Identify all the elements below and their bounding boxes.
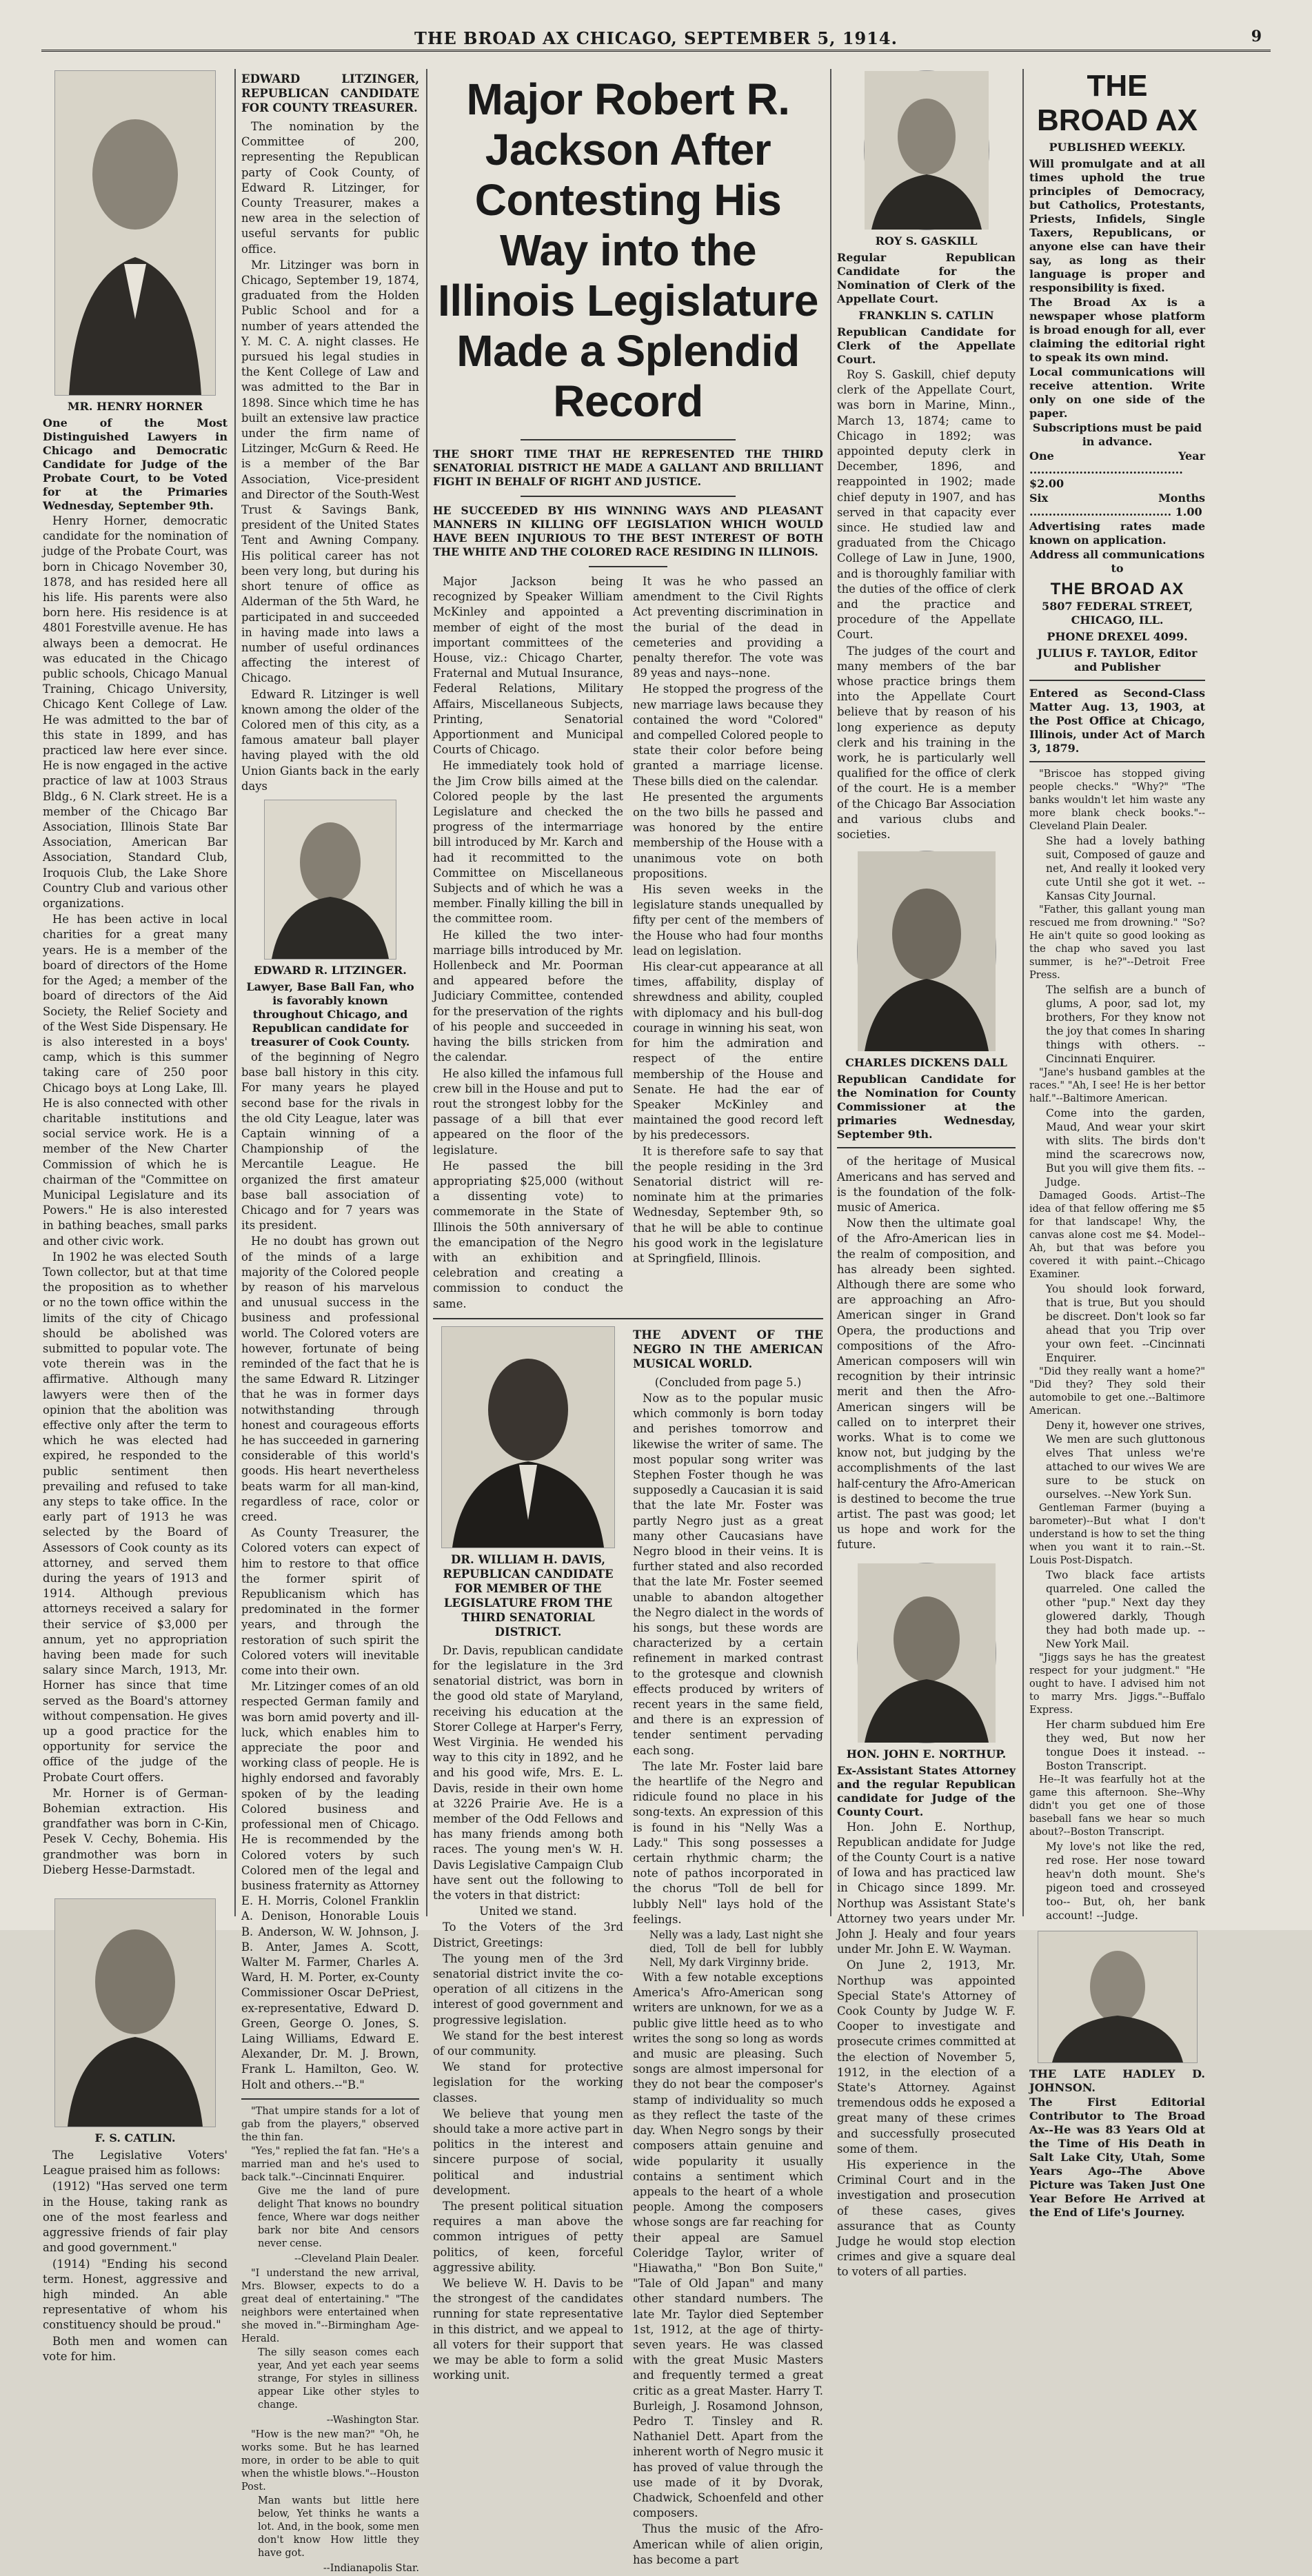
masthead-title: THE BROAD AX CHICAGO, SEPTEMBER 5, 1914. [414,28,898,48]
article-paragraph: of the heritage of Musical Americans and has served and is the foundation of the folk-music of America. [837,1155,1016,1214]
divider [589,566,667,567]
caption-catlin: F. S. CATLIN. [94,2131,176,2145]
article-paragraph: As County Treasurer, the Colored voters can expect of him to restore to that office the former spirit of Republicanism which has predominated in the former years, and through the restoration of such spirit the Colored voters will inevitable come into their own. [241,1526,419,1678]
local-notice: Local communications will receive attention. Write only on one side of the paper. [1029,365,1205,420]
article-paragraph: He presented the arguments on the two bills he passed and was honored by the entire membership of the House with a unanimous vote on both propositions. [633,790,823,880]
joke: "I understand the new arrival, Mrs. Blowser, expects to do a great deal of entertaining." "The neighbors were entertained when she moved in."--Birmingham Age-Herald. [241,2267,419,2344]
jackson-body [433,574,823,1312]
joke-attribution: --Indianapolis Star. [323,2563,419,2575]
article-paragraph: It is therefore safe to say that the people residing in the 3rd Senatorial district will re-nominate him at the primaries Wednesday, September 9th, so that he will be able to continue his good work in the legislature at Springfield, Illinois. [633,1144,823,1265]
article-paragraph: The Legislative Voters' League praised him as follows: [43,2149,228,2178]
advent-article [633,1325,823,2568]
rate-six-months: Six Months ..................................... 1.00 [1029,491,1205,518]
column-litzinger [241,69,419,2575]
joke: Damaged Goods. Artist--The idea of that fellow offering me $5 for that landscape! Why, the canvas alone cost me $4. Model--Ah, but that was before you covered it with paint.--Chicago Examiner. [1029,1190,1205,1280]
mission-statement: Will promulgate and at all times uphold the true principles of Democracy, but Catholics, Protestants, Priests, Infidels, Single Taxers, Republicans, or anyone else can have their say, as long as their language is proper and responsibility is fixed. [1029,157,1205,294]
divider [521,439,735,440]
headline-litzinger: EDWARD LITZINGER, REPUBLICAN CANDIDATE FOR COUNTY TREASURER. [241,72,419,114]
jackson-right [633,574,823,1312]
caption-davis: DR. WILLIAM H. DAVIS, REPUBLICAN CANDIDATE FOR MEMBER OF THE LEGISLATURE FROM THE THIRD SENATORIAL DISTRICT. [443,1552,614,1639]
column-rule [426,69,427,1916]
caption-sub-litzinger: Lawyer, Base Ball Fan, who is favorably known throughout Chicago, and Republican candidate for treasurer of Cook County. [246,980,414,1048]
article-paragraph: His seven weeks in the legislature stands unequalled by fifty per cent of the members of the House who had four months lead on legislation. [633,883,823,957]
joke-verse: The selfish are a bunch of glums, A poor, sad lot, my brothers, For they know not the joy that comes In sharing things with others. --Cincinnati Enquirer. [1046,984,1205,1065]
joke: "Briscoe has stopped giving people checks." "Why?" "The banks wouldn't let him waste any more blank check books."--Cleveland Plain Dealer. [1029,769,1205,832]
article-paragraph: We stand for protective legislation for the working classes. [433,2060,623,2105]
article-paragraph: (1912) "Has served one term in the House, taking rank as one of the most fearless and aggressive friends of fair play and good government." [43,2180,228,2255]
joke-attribution: --Cleveland Plain Dealer. [294,2253,419,2264]
divider [1029,680,1205,681]
caption-sub-catlin: Republican Candidate for Clerk of the Appellate Court. [837,325,1016,366]
joke: "Jane's husband gambles at the races." "Ah, I see! He is her bettor half."--Baltimore American. [1029,1067,1205,1104]
joke-attribution: --Washington Star. [326,2414,419,2426]
article-paragraph: His clear-cut appearance at all times, affability, display of shrewdness and ability, coupled with diplomacy and his bull-dog courage in winning his seat, won for him the admiration and respect of the entire membership of the House and Senate. He had the ear of Speaker McKinley and maintained the good record left by his predecessors. [633,960,823,1142]
caption-sub-dall: Republican Candidate for the Nomination for County Commissioner at the primaries Wednesday, September 9th. [837,1073,1016,1142]
masthead [41,26,1271,52]
joke-verse: Deny it, however one strives, We men are such gluttonous elves That unless we're attached to our wives We are sure to be stuck on ourselves. --New York Sun. [1046,1419,1205,1501]
column-broad-ax [1029,69,1205,2219]
joke-verse: The silly season comes each year, And yet each year seems strange, For styles in silliness appear Like other styles to change. [258,2346,419,2411]
joke: He--It was fearfully hot at the game this afternoon. She--Why didn't you get one of those baseball fans we hear so much about?--Boston Transcript. [1029,1774,1205,1838]
column-gaskill [837,69,1016,2279]
article-paragraph: We stand for the best interest of our community. [433,2029,623,2058]
paper-title-2: THE BROAD AX [1050,580,1184,598]
caption-johnson: THE LATE HADLEY D. JOHNSON. [1029,2067,1205,2094]
joke-verse: Man wants but little here below, Yet thinks he wants a lot. And, in the book, some men don't know How little they have got. [258,2495,419,2559]
subheadline-1: THE SHORT TIME THAT HE REPRESENTED THE THIRD SENATORIAL DISTRICT HE MADE A GALLANT AND BRILLIANT FIGHT IN BEHALF OF RIGHT AND JUSTICE. [433,447,823,488]
column-rule [234,69,236,1916]
divider [241,2098,419,2100]
article-paragraph: Roy S. Gaskill, chief deputy clerk of the Appellate Court, was born in Marine, Minn., March 13, 1874; came to Chicago in 1892; was appointed deputy clerk in December, 1896, and reappointed in 1902; made chief deputy in 1907, and has served in that capacity ever since. He studied law and graduated from the Chicago College of Law in June, 1900, and is thoroughly familiar with the duties of the office of clerk and the practice and procedure of the Appellate Court. [837,368,1016,642]
portrait-photo-catlin [54,1898,216,2127]
portrait-photo-gaskill [864,70,989,230]
main-headline: Major Robert R. Jackson After Contesting His Way into the Illinois Legislature Made a Splendid Record [438,74,818,426]
article-paragraph: He has been active in local charities for a great many years. He is a member of the board of directors of the Home for the Aged; a member of the board of directors of the Aid Society, the Relief Society and of the West Side Dispensary. He is also interested in a boys' camp, which is this summer taking care of 250 poor Chicago boys at Long Lake, Ill. He is also connected with other charitable institutions and social service work. He is a member of the New Charter Commission of which he is chairman of the "Committee on Municipal Legislature and its Powers." He is also interested in bathing beaches, small parks and other civic work. [43,913,228,1248]
article-paragraph: In 1902 he was elected South Town collector, but at that time the proposition as to whether or no the town office within the limits of the city of Chicago should be abolished was submitted to popular vote. The vote therein was in the affirmative. Although many lawyers were then of the opinion that the abolition was effective only after the term to which he was elected had expired, he responded to the public sentiment then prevailing and refused to take any steps to take office. In the early part of 1913 he was selected by the Board of Assessors of Cook county as its attorney, and served them during the years of 1913 and 1914. Although previous attorneys received a salary for their service of $3,000 per annum, yet no appropriation having been made for such salary since March, 1913, Mr. Horner has since that time served as the Board's attorney without compensation. He gives up a good practice for the opportunity for service the office of the judge of the Probate Court offers. [43,1250,228,1784]
caption-gaskill: ROY S. GASKILL [875,234,978,247]
jackson-left [433,574,623,1312]
caption-horner: MR. HENRY HORNER [67,400,203,413]
article-paragraph: He passed the bill appropriating $25,000 (without a dissenting vote) to commemorate in the State of Illinois the 50th anniversary of the emancipation of the Negro with an exhibition and celebration and creating a commission to conduct the same. [433,1159,623,1310]
divider [433,1318,823,1319]
caption-sub-horner: One of the Most Distinguished Lawyers in Chicago and Democratic Candidate for Judge of the Probate Court, to be Voted for at the Primaries Wednesday, September 9th. [43,416,228,512]
column-rule [1022,69,1024,1916]
caption-litzinger: EDWARD R. LITZINGER. [254,963,407,977]
paper-editor: JULIUS F. TAYLOR, Editor and Publisher [1037,647,1198,673]
caption-sub-gaskill: Regular Republican Candidate for the Nomination of Clerk of the Appellate Court. [837,251,1016,305]
subscriptions-notice: Subscriptions must be paid in advance. [1032,421,1202,448]
divider [837,1147,1016,1148]
article-paragraph: Both men and women can vote for him. [43,2334,228,2363]
platform-statement: The Broad Ax is a newspaper whose platform is broad enough for all, ever claiming the editorial right to speak its own mind. [1029,296,1205,364]
joke: "Yes," replied the fat fan. "He's a married man and he's used to back talk."--Cincinnati Enquirer. [241,2145,419,2183]
joke-verse: Come into the garden, Maud, And wear your skirt with slits. The birds don't mind the scarecrows now, But you will give them fits. --Judge. [1046,1107,1205,1188]
joke: "How is the new man?" "Oh, he works some. But he has learned more, in order to be able to quit when the whistle blows."--Houston Post. [241,2429,419,2493]
mail-entry-notice: Entered as Second-Class Matter Aug. 13, 1903, at the Post Office at Chicago, Illinois, under Act of March 3, 1879. [1029,687,1205,755]
joke-verse: Her charm subdued him Ere they wed, But now her tongue Does it instead. --Boston Transcript. [1046,1718,1205,1772]
rate-one-year: One Year ........................................ $2.00 [1029,449,1205,490]
article-paragraph: Mr. Horner is of German-Bohemian extraction. His grandfather was born in C-Kin, Pesek V. Cechy, Bohemia. His grandmother was born in Dieberg Hesse-Darmstadt. [43,1786,228,1876]
davis-article [433,1325,623,2568]
portrait-photo-dall [857,851,996,1052]
article-paragraph: (1914) "Ending his second term. Honest, aggressive and high minded. An able representative of whom his constituency should be proud." [43,2257,228,2332]
joke: "Did they really want a home?" "Did they? They sold their automobile to get one.--Baltimore American. [1029,1366,1205,1417]
article-paragraph: The young men of the 3rd senatorial district invite the co-operation of all citizens in the interest of good government and progressive legislation. [433,1951,623,2027]
portrait-photo-horner [54,70,216,396]
article-paragraph: Thus the music of the Afro-American while of alien origin, has become a part [633,2522,823,2566]
caption-catlin-franklin: FRANKLIN S. CATLIN [858,309,994,322]
joke-verse: Two black face artists quarreled. One called the other "pup." Next day they glowered darkly, Though they had both made up. --New York Mail. [1046,1569,1205,1650]
lower-section [433,1325,823,2568]
article-paragraph: His experience in the Criminal Court and in the investigation and prosecution of these cases, gives assurance that as County Judge he would stop election crimes and give a square deal to voters of all parties. [837,2158,1016,2279]
divider [1029,761,1205,762]
joke-verse: My love's not like the red, red rose. Her nose toward heav'n doth mount. She's pigeon toed and crosseyed too-- But, oh, her bank account! --Judge. [1046,1840,1205,1922]
page-number: 9 [1251,28,1262,45]
article-paragraph: Hon. John E. Northup, Republican andidate for Judge of the County Court is a native of Iowa and has practiced law in Chicago since 1899. Mr. Northup was Assistant State's Attorney two years under Mr. John J. Healy and four years under Mr. John E. W. Wayman. [837,1820,1016,1956]
article-paragraph: He killed the two inter-marriage bills introduced by Mr. Hollenbeck and Mr. Poorman and appeared before the Judiciary Committee, contended for the preservation of the rights of his people and succeeded in having the bills stricken from the calendar. [433,928,623,1064]
paper-phone: PHONE DREXEL 4099. [1047,630,1188,643]
caption-northup: HON. JOHN E. NORTHUP. [846,1747,1007,1761]
column-jackson [433,69,823,2566]
article-paragraph: The nomination by the Committee of 200, representing the Republican party of Cook County, of Edward R. Litzinger, for County Treasurer, makes a new area in the selection of useful servants for public office. [241,120,419,256]
joke-verse: She had a lovely bathing suit, Composed of gauze and net, And really it looked very cute Until she got it wet. --Kansas City Journal. [1046,835,1205,902]
article-paragraph: Dr. Davis, republican candidate for the legislature in the 3rd senatorial district, was born in the good old state of Maryland, receiving his education at the Storer College at Harper's Ferry, West Virginia. He wended his way to this city in 1892, and he and his good wife, Mrs. E. L. Davis, reside in their own home at 3226 Prairie Ave. He is a member of the Odd Fellows and has many friends among both races. The young men's W. H. Davis Legislative Campaign Club have sent out the following to the voters in that district: [433,1643,623,1902]
article-paragraph: United we stand. [479,1905,577,1918]
continued-note: (Concluded from page 5.) [654,1375,802,1389]
paper-address: 5807 FEDERAL STREET, CHICAGO, ILL. [1041,600,1193,627]
article-paragraph: Now then the ultimate goal of the Afro-American lies in the realm of composition, and has already been sighted. Although there are some who are approaching an Afro-American singer in Grand Opera, the productions and compositions of the Afro-American composers will win recognition by their intrinsic merit and then the Afro-American singers will be called on to interpret their works. What is to come we know not, but judging by the accomplishments of the last half-century the Afro-American is destined to become the true artist. The past was good; let us hope and work for the future. [837,1217,1016,1552]
joke-verse: You should look forward, that is true, But you should be discreet. Don't look so far ahead that you Trip over your own feet. --Cincinnati Enquirer. [1046,1283,1205,1364]
portrait-photo-davis [441,1326,615,1548]
joke: Gentleman Farmer (buying a barometer)--But what I don't understand is how to set the thing when you want it to rain.--St. Louis Post-Dispatch. [1029,1503,1205,1566]
article-paragraph: The present political situation requires a man above the common intrigues of petty politics, of keen, forceful aggressive ability. [433,2200,623,2274]
article-paragraph: He also killed the infamous full crew bill in the House and put to rout the strongest lobby for the passage of a bill that ever appeared on the floor of the legislature. [433,1066,623,1157]
portrait-photo-litzinger [264,800,396,960]
article-paragraph: Henry Horner, democratic candidate for the nomination of judge of the Probate Court, was born in Chicago November 30, 1878, and has resided here all his life. His parents were also born here. His residence is at 4801 Forestville avenue. He has always been a democrat. He was educated in the Chicago public schools, Chicago Manual Training, Chicago University, Chicago Kent College of Law. He was admitted to the bar of this state in 1899, and has practiced law here ever since. He is now engaged in the active practice of law at 1003 Straus Bldg., 6 N. Clark street. He is a member of the Chicago Bar Association, Illinois State Bar Association, American Bar Association, Standard Club, Iroquois Club, the Lake Shore Country Club and various other organizations. [43,514,228,911]
song-verse: Nelly was a lady, Last night she died, Toll de bell for lubbly Nell, My dark Virginny bride. [649,1929,823,1969]
article-paragraph: We believe W. H. Davis to be the strongest of the candidates running for state representative in this district, and we appeal to all voters for their support that we may be able to form a solid working unit. [433,2277,623,2382]
article-paragraph: of the beginning of Negro base ball history in this city. For many years he played second base for the rivals in the old City League, later was Captain winning of a Championship of the Mercantile League. He organized the first amateur base ball association of Chicago and for 7 years was its president. [241,1050,419,1233]
article-paragraph: The judges of the court and many members of the bar whose practice brings them into the Appellate Court believe that by reason of his long experience as deputy clerk and his training in the work, he is particularly well qualified for the office of clerk of the court. He is a member of the Chicago Bar Association and various clubs and societies. [837,644,1016,842]
caption-sub-johnson: The First Editorial Contributor to The Broad Ax--He was 83 Years Old at the Time of His Death in Salt Lake City, Utah, Some Years Ago--The Above Picture was Taken Just One Year Before He Arrived at the End of Life's Journey. [1029,2096,1205,2219]
joke: "Jiggs says he has the greatest respect for your judgment." "He ought to have. I advised him not to marry Mrs. Jiggs."--Buffalo Express. [1029,1652,1205,1716]
article-paragraph: Edward R. Litzinger is well known among the older of the Colored men of this city, as a famous amateur ball player having played with the old Union Giants back in the early days [241,687,419,793]
headline-advent: THE ADVENT OF THE NEGRO IN THE AMERICAN MUSICAL WORLD. [633,1328,823,1370]
article-paragraph: Mr. Litzinger comes of an old respected German family and was born amid poverty and ill-luck, which enables him to appreciate the poor and working class of people. He is highly endorsed and favorably spoken of by the leading Colored business and professional men of Chicago. He is recommended by the Colored voters by such Colored men of the legal and business fraternity as Attorney E. H. Morris, Colonel Franklin A. Denison, Honorable Louis B. Anderson, W. W. Johnson, J. B. Anter, James A. Scott, Walter M. Farmer, Charles A. Ward, H. M. Porter, ex-County Commissioner Oscar DePriest, ex-representative, Edward D. Green, George O. Jones, S. Laing Williams, Edward E. Alexander, Dr. M. J. Brown, Frank L. Hamilton, Geo. W. Holt and others.--"B." [241,1680,419,2091]
portrait-photo-johnson [1038,1931,1198,2063]
article-paragraph: The late Mr. Foster laid bare the heartlife of the Negro and ridicule found no place in his song-texts. An expression of this is found in his "Nelly Was a Lady." This song possesses a certain rhythmic charm; the note of pathos incorporated in the chorus "Toll de bell for lubbly Nell" lays hold of the feelings. [633,1759,823,1926]
published-weekly: PUBLISHED WEEKLY. [1049,141,1186,154]
subheadline-2: HE SUCCEEDED BY HIS WINNING WAYS AND PLEASANT MANNERS IN KILLING OFF LEGISLATION WHICH WOULD HAVE BEEN INJURIOUS TO THE BEST INTEREST OF BOTH THE WHITE AND THE COLORED RACE RESIDING IN ILLINOIS. [433,504,823,558]
divider [521,496,735,497]
caption-dall: CHARLES DICKENS DALL [845,1056,1007,1070]
joke: "Father, this gallant young man rescued me from drowning." "So? He ain't quite so good looking as the chap who saved you last summer, is he?"--Detroit Free Press. [1029,904,1205,981]
article-paragraph: Major Jackson being recognized by Speaker William McKinley and appointed a member of eight of the most important committees of the House, viz.: Chicago Charter, Fraternal and Mutual Insurance, Federal Relations, Military Affairs, Miscellaneous Subjects, Printing, Senatorial Apportionment and Municipal Courts of Chicago. [433,575,623,757]
joke: "That umpire stands for a lot of gab from the players," observed the thin fan. [241,2105,419,2143]
article-paragraph: He stopped the progress of the new marriage laws because they contained the word "Colored" and compelled Colored people to state their color before being granted a marriage license. These bills died on the calendar. [633,682,823,788]
address-notice: Address all communications to [1029,548,1205,575]
article-paragraph: He immediately took hold of the Jim Crow bills aimed at the Colored people by the last Legislature and checked the progress of the intermarriage bill introduced by Mr. Karch and had it recommitted to the Committee on Miscellaneous Subjects and of which he was a member. Finally killing the bill in the committee room. [433,759,623,926]
article-paragraph: He no doubt has grown out of the minds of a large majority of the Colored people by reason of his marvelous and unusual success in the business and professional world. The Colored voters are however, fortunate of being reminded of the fact that he is the same Edward R. Litzinger that he was in former days notwithstanding through honest and courageous efforts he has succeeded in garnering considerable of this world's goods. His heart nevertheless beats warm for all man-kind, regardless of race, color or creed. [241,1235,419,1524]
article-paragraph: To the Voters of the 3rd District, Greetings: [433,1920,623,1949]
article-paragraph: We believe that young men should take a more active part in politics in the interest and sincere purpose of social, political and industrial development. [433,2107,623,2197]
caption-sub-northup: Ex-Assistant States Attorney and the regular Republican candidate for Judge of the County Court. [837,1763,1016,1818]
column-rule [830,69,831,1916]
article-paragraph: With a few notable exceptions America's Afro-American song writers are unknown, for we as a public give little heed as to who writes the song so long as words and music are pleasing. Such songs are almost impersonal for they do not bear the composer's stamp of individuality so much as they reflect the taste of the day. When Negro songs by their composers attain genuine and wide popularity it usually contains a sentiment which appeals to the heart of a whole people. Among the composers whose songs are far reaching for their appeal are Samuel Coleridge Taylor, writer of "Hiawatha," "Bon Bon Suite," "Tale of Old Japan" and many other standard numbers. The late Mr. Taylor died September 1st, 1912, at the age of thirty-seven years. He was classed with the great Music Masters and frequently termed a great critic as a great Master. Harry T. Burleigh, J. Rosamond Johnson, Pedro T. Tinsley and R. Nathaniel Dett. Apart from the inherent worth of Negro music it has proved of value through the use made of it by Dvorak, Chadwick, Schoenfeld and other composers. [633,1971,823,2520]
column-horner [43,69,228,2363]
paper-title: THE BROAD AX [1036,69,1198,137]
portrait-photo-northup [857,1563,996,1743]
article-paragraph: Now as to the popular music which commonly is born today and perishes tomorrow and likewise the writer of same. The most popular song writer was Stephen Foster though he was supposedly a Caucasian it is said that the late Mr. Foster was partly Negro just as a great many other Caucasians have Negro blood in their veins. It is further stated and also recorded that the late Mr. Foster seemed unable to abandon altogether the Negro dialect in the words of his songs, but these words are characterized by a certain refinement in marked contrast to the grotesque and clownish effects produced by writers of recent years in the same field, and there is an expression of tender sentiment pervading each song. [633,1391,823,1757]
article-paragraph: Mr. Litzinger was born in Chicago, September 19, 1874, graduated from the Holden Public School and for a number of years attended the Y. M. C. A. night classes. He pursued his legal studies in the Kent College of Law and was admitted to the Bar in 1898. Since which time he has built an extensive law practice under the firm name of Litzinger, McGurn & Reed. He is a member of the Bar Association, Vice-president and Director of the South-West Trust & Savings Bank, president of the United States Tent and Awning Company. His political career has not been very long, but during his short tenure of office as Alderman of the 5th Ward, he participated in and succeeded in having made into laws a number of useful ordinances affecting the interest of Chicago. [241,258,419,685]
article-paragraph: It was he who passed an amendment to the Civil Rights Act preventing discrimination in the burial of the dead in cemeteries and providing a penalty therefor. The vote was 89 yeas and nays--none. [633,575,823,680]
joke-verse: Give me the land of pure delight That knows no boundry fence, Where war dogs neither bark nor bite And censors never cense. [258,2185,419,2249]
article-paragraph: On June 2, 1913, Mr. Northup was appointed Special State's Attorney of Cook County by Judge W. F. Cooper to investigate and prosecute crimes committed at the election of November 5, 1912, in the election of a State's Attorney. Against tremendous odds he exposed a great many of these crimes and successfully prosecuted some of them. [837,1958,1016,2156]
advertising-notice: Advertising rates made known on application. [1029,520,1205,547]
